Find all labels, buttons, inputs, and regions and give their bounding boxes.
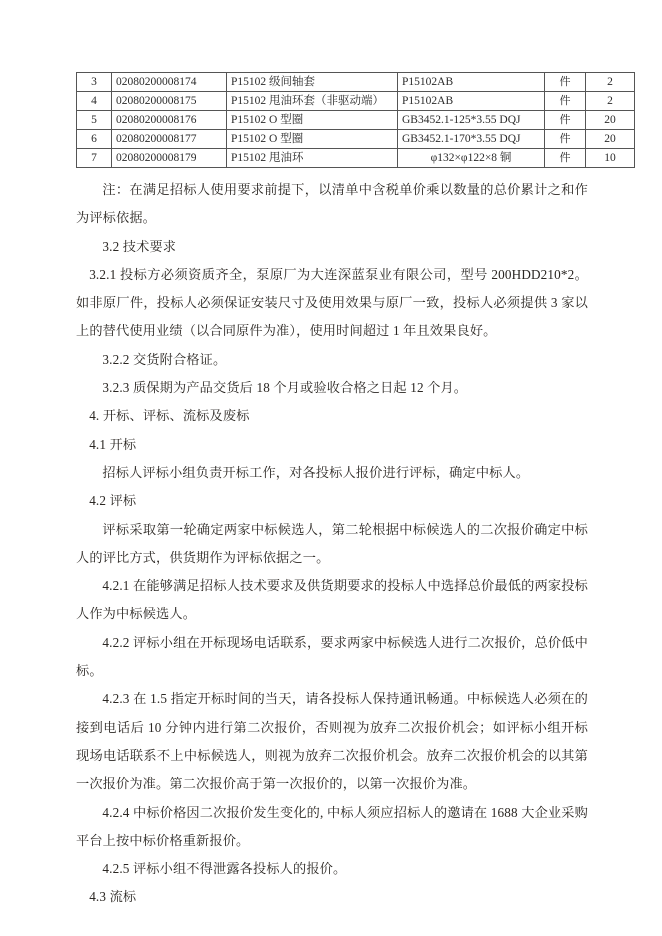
row-spec: P15102AB xyxy=(398,73,545,92)
paragraph-3-2-1: 3.2.1 投标方必须资质齐全，泵原厂为大连深蓝泵业有限公司，型号 200HDD210*2。如非原厂件，投标人必须保证安装尺寸及使用效果与原厂一致，投标人必须提供 3 家以上的替代使用业绩（以合同原件为准），使用时间超过 1 年且效果良好。 xyxy=(76,266,588,339)
heading-4-3: 4.3 流标 xyxy=(89,889,137,905)
paragraph-4-2-body: 评标采取第一轮确定两家中标候选人，第二轮根据中标候选人的二次报价确定中标人的评比方式，供货期作为评标依据之一。 xyxy=(76,521,588,565)
row-unit: 件 xyxy=(545,111,586,130)
row-spec: P15102AB xyxy=(398,92,545,111)
row-name: P15102 甩油环 xyxy=(227,149,398,168)
row-quantity: 20 xyxy=(586,111,635,130)
paragraph-3-2-2: 3.2.2 交货附合格证。 xyxy=(102,351,227,367)
row-code: 02080200008175 xyxy=(112,92,227,111)
paragraph-3-2-3: 3.2.3 质保期为产品交货后 18 个月或验收合格之日起 12 个月。 xyxy=(102,380,468,396)
table-row xyxy=(77,130,635,149)
row-unit: 件 xyxy=(545,149,586,168)
row-spec: GB3452.1-170*3.55 DQJ xyxy=(398,130,545,149)
row-index: 6 xyxy=(77,130,112,149)
heading-4-2: 4.2 评标 xyxy=(89,493,137,509)
paragraph-4-2-3: 4.2.3 在 1.5 指定开标时间的当天，请各投标人保持通讯畅通。中标候选人必须在的接到电话后 10 分钟内进行第二次报价，否则视为放弃二次报价机会；如评标小组开标现场电话联系不上中标候选人，则视为放弃二次报价机会。放弃二次报价机会的以其第一次报价为准。第二次报价高于第一次报价的，以第一次报价为准。 xyxy=(76,691,588,792)
paragraph-4-1-body: 招标人评标小组负责开标工作，对各投标人报价进行评标，确定中标人。 xyxy=(102,464,530,480)
row-quantity: 2 xyxy=(586,92,635,111)
parts-table xyxy=(76,72,635,168)
row-unit: 件 xyxy=(545,73,586,92)
table-row xyxy=(77,73,635,92)
row-index: 3 xyxy=(77,73,112,92)
row-unit: 件 xyxy=(545,130,586,149)
heading-4: 4. 开标、评标、流标及废标 xyxy=(89,408,250,424)
row-index: 4 xyxy=(77,92,112,111)
parts-table-body xyxy=(77,73,635,168)
row-index: 5 xyxy=(77,111,112,130)
paragraph-4-2-1: 4.2.1 在能够满足招标人技术要求及供货期要求的投标人中选择总价最低的两家投标人作为中标候选人。 xyxy=(76,578,588,622)
paragraph-note: 注：在满足招标人使用要求前提下，以清单中含税单价乘以数量的总价累计之和作为评标依据。 xyxy=(76,182,588,226)
table-row xyxy=(77,111,635,130)
table-row xyxy=(77,92,635,111)
row-code: 02080200008176 xyxy=(112,111,227,130)
row-unit: 件 xyxy=(545,92,586,111)
row-code: 02080200008174 xyxy=(112,73,227,92)
row-code: 02080200008177 xyxy=(112,130,227,149)
parts-table-container xyxy=(76,72,616,168)
row-spec: φ132×φ122×8 铜 xyxy=(398,149,545,168)
heading-3-2: 3.2 技术要求 xyxy=(102,238,177,254)
row-code: 02080200008179 xyxy=(112,149,227,168)
row-index: 7 xyxy=(77,149,112,168)
row-quantity: 2 xyxy=(586,73,635,92)
paragraph-4-2-2: 4.2.2 评标小组在开标现场电话联系，要求两家中标候选人进行二次报价，总价低中标。 xyxy=(76,634,588,679)
row-quantity: 10 xyxy=(586,149,635,168)
row-spec: GB3452.1-125*3.55 DQJ xyxy=(398,111,545,130)
heading-4-1: 4.1 开标 xyxy=(89,436,137,452)
document-body xyxy=(76,176,588,912)
row-name: P15102 O 型圈 xyxy=(227,130,398,149)
paragraph-4-2-5: 4.2.5 评标小组不得泄露各投标人的报价。 xyxy=(102,861,347,877)
row-name: P15102 级间轴套 xyxy=(227,73,398,92)
row-name: P15102 甩油环套（非驱动端） xyxy=(227,92,398,111)
table-row xyxy=(77,149,635,168)
row-quantity: 20 xyxy=(586,130,635,149)
paragraph-4-2-4: 4.2.4 中标价格因二次报价发生变化的, 中标人须应招标人的邀请在 1688 大企业采购平台上按中标价格重新报价。 xyxy=(76,804,588,848)
row-name: P15102 O 型圈 xyxy=(227,111,398,130)
